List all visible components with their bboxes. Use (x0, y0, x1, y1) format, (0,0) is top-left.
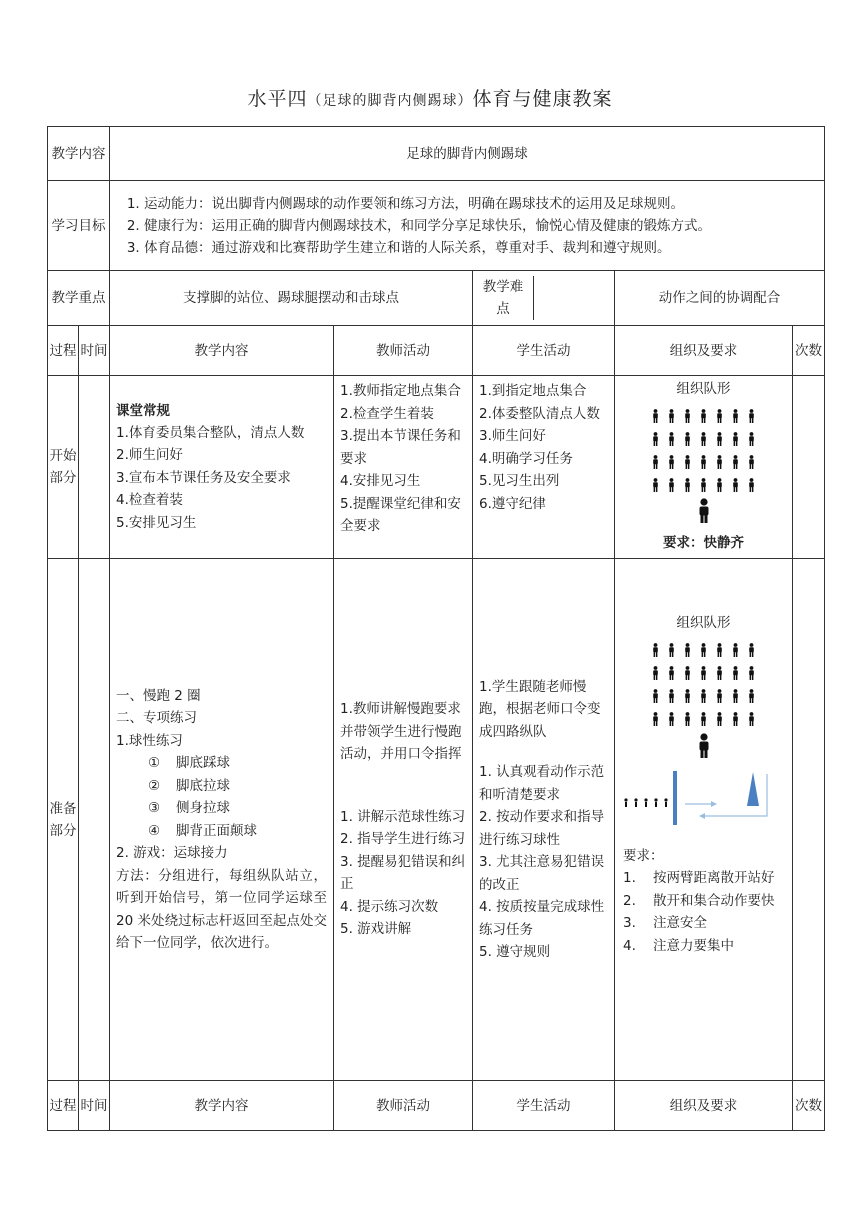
start-content-item: 5.安排见习生 (116, 514, 197, 531)
formation-row (615, 473, 792, 496)
prep-student-list (479, 761, 608, 964)
header2-count: 次数 (793, 1081, 825, 1131)
return-arrow-head (699, 813, 705, 819)
prep-student-item: 5. 遵守规则 (479, 944, 551, 960)
student-figure-icon (652, 432, 659, 446)
prep-sub-text: 脚背正面颠球 (176, 822, 257, 839)
key-value: 支撑脚的站位、踢球腿摆动和击球点 (110, 271, 473, 326)
forward-arrow-head (711, 801, 717, 807)
formation-row (615, 427, 792, 450)
student-figure-icon (700, 666, 707, 680)
student-figure-icon (732, 712, 739, 726)
header2-student: 学生活动 (473, 1081, 615, 1131)
title-prefix: 水平四 (247, 88, 308, 110)
relay-diagram (623, 768, 784, 837)
start-student-item: 6.遵守纪律 (479, 495, 546, 512)
prep-sub-text: 侧身拉球 (176, 800, 230, 816)
relay-student (634, 798, 637, 807)
start-count (793, 376, 825, 559)
student-figure-icon (652, 712, 659, 726)
prep-sub-num: ② (148, 777, 161, 794)
formation-row (623, 638, 784, 661)
header2-content: 教学内容 (110, 1081, 334, 1131)
teacher-figure-icon (697, 498, 711, 524)
student-figure-icon (700, 689, 707, 703)
prep-student-item: 4. 按质按量完成球性练习任务 (479, 899, 605, 938)
header2-time: 时间 (79, 1081, 110, 1131)
start-org (615, 376, 793, 559)
student-figure-icon (684, 666, 691, 680)
student-figure-icon (748, 712, 755, 726)
student-figure-icon (700, 712, 707, 726)
prep-teacher-item: 5. 游戏讲解 (340, 921, 412, 938)
student-figure-icon (684, 478, 691, 492)
prep-sub-items (116, 752, 327, 842)
header-org: 组织及要求 (615, 326, 793, 376)
page-title (0, 84, 860, 111)
difficulty-cell (473, 271, 615, 326)
difficulty-spacer (533, 276, 614, 320)
start-time (79, 376, 110, 559)
prep-sub-text: 脚底踩球 (176, 755, 230, 771)
difficulty-value: 动作之间的协调配合 (615, 271, 825, 326)
lesson-plan-table (47, 126, 825, 1131)
start-line-bar (673, 771, 677, 825)
prep-time (79, 559, 110, 1081)
start-org-requirement: 要求：快静齐 (663, 535, 744, 551)
student-figure-icon (684, 712, 691, 726)
header2-process: 过程 (48, 1081, 79, 1131)
prep-requirements (623, 867, 784, 957)
prep-teacher-item: 3. 提醒易犯错误和纠正 (340, 853, 466, 893)
start-student-list (479, 380, 608, 515)
header-student: 学生活动 (473, 326, 615, 376)
start-content-list (116, 422, 327, 535)
prep-teacher-figure (623, 730, 784, 762)
start-content-item: 1.体育委员集合整队，清点人数 (116, 424, 305, 441)
prep-student-item: 1. 认真观看动作示范和听清楚要求 (479, 764, 605, 803)
prep-teacher (334, 559, 473, 1081)
student-figure-icon (668, 712, 675, 726)
start-content-item: 2.师生问好 (116, 447, 183, 464)
prep-teacher-item: 1. 讲解示范球性练习 (340, 808, 466, 825)
prep-requirement-num: 4. (623, 937, 636, 954)
prep-student-item: 2. 按动作要求和指导进行练习球性 (479, 809, 605, 848)
goals-list (110, 193, 824, 259)
student-figure-icon (716, 689, 723, 703)
prep-sub-item (116, 820, 327, 843)
prep-sub-item (116, 775, 327, 798)
key-row (48, 271, 825, 326)
formation-row (615, 450, 792, 473)
prep-teacher-item: 2. 指导学生进行练习 (340, 831, 466, 848)
prep-content-line: 一、慢跑 2 圈 (116, 687, 201, 704)
start-student-item: 1.到指定地点集合 (479, 383, 587, 399)
prep-content (110, 559, 334, 1081)
student-figure-icon (732, 643, 739, 657)
content-row (48, 127, 825, 181)
student-figure-icon (716, 666, 723, 680)
prep-sub-item (116, 752, 327, 775)
student-figure-icon (652, 478, 659, 492)
start-student-item: 2.体委整队清点人数 (479, 405, 600, 422)
student-figure-icon (700, 432, 707, 446)
prep-formation (623, 638, 784, 730)
student-figure-icon (668, 643, 675, 657)
prep-student-item: 3. 尤其注意易犯错误的改正 (479, 854, 605, 893)
header-time: 时间 (79, 326, 110, 376)
prep-phase: 准备部分 (48, 559, 79, 1081)
prep-requirement-text: 注意安全 (653, 915, 707, 931)
prep-teacher-item: 4. 提示练习次数 (340, 898, 439, 915)
student-figure-icon (732, 478, 739, 492)
prep-requirement-num: 3. (623, 915, 636, 931)
prep-student (473, 559, 615, 1081)
header2-org: 组织及要求 (615, 1081, 793, 1131)
formation-row (623, 684, 784, 707)
header-content: 教学内容 (110, 326, 334, 376)
return-arrow-line (705, 774, 767, 816)
student-figure-icon (668, 455, 675, 469)
difficulty-label: 教学难点 (482, 279, 524, 317)
marker-pole-icon (747, 772, 759, 806)
start-teacher (334, 376, 473, 559)
prep-requirement-item (623, 867, 784, 890)
header2-teacher: 教师活动 (334, 1081, 473, 1131)
student-figure-icon (732, 689, 739, 703)
header-row-1 (48, 326, 825, 376)
start-row (48, 376, 825, 559)
header-process: 过程 (48, 326, 79, 376)
student-figure-icon (652, 409, 659, 423)
header-teacher: 教师活动 (334, 326, 473, 376)
teacher-figure-icon (697, 733, 711, 759)
prep-content-lines (116, 685, 327, 753)
prep-org (615, 559, 793, 1081)
prep-content-line: 1.球性练习 (116, 732, 183, 749)
prep-requirement-item (623, 890, 784, 913)
key-label: 教学重点 (48, 271, 110, 326)
student-figure-icon (700, 643, 707, 657)
student-figure-icon (668, 689, 675, 703)
student-figure-icon (732, 409, 739, 423)
student-figure-icon (716, 455, 723, 469)
start-content-title: 课堂常规 (116, 402, 170, 419)
start-teacher-item: 3.提出本节课任务和要求 (340, 428, 461, 467)
start-student-item: 3.师生问好 (479, 428, 546, 444)
student-figure-icon (668, 432, 675, 446)
student-figure-icon (684, 643, 691, 657)
start-content-item: 4.检查着装 (116, 492, 183, 509)
relay-student (624, 798, 627, 807)
relay-student (654, 798, 657, 807)
student-figure-icon (748, 432, 755, 446)
prep-sub-num: ④ (148, 822, 161, 839)
student-figure-icon (700, 409, 707, 423)
goals-row (48, 181, 825, 271)
relay-students (624, 798, 667, 807)
prep-teacher-intro: 1.教师讲解慢跑要求并带领学生进行慢跑活动，并用口令指挥 (340, 701, 462, 763)
header-row-2 (48, 1081, 825, 1131)
student-figure-icon (668, 666, 675, 680)
prep-teacher-list (340, 806, 466, 941)
student-figure-icon (668, 409, 675, 423)
relay-student (664, 798, 667, 807)
start-content-item: 3.宣布本节课任务及安全要求 (116, 469, 291, 486)
student-figure-icon (716, 432, 723, 446)
student-figure-icon (716, 643, 723, 657)
student-figure-icon (684, 432, 691, 446)
relay-student (644, 798, 647, 807)
student-figure-icon (716, 409, 723, 423)
student-figure-icon (684, 689, 691, 703)
relay-diagram-svg (623, 768, 783, 830)
student-figure-icon (716, 478, 723, 492)
content-value: 足球的脚背内侧踢球 (110, 127, 825, 181)
goal-item: 3. 体育品德：通过游戏和比赛帮助学生建立和谐的人际关系，尊重对手、裁判和遵守规则。 (144, 237, 824, 259)
prep-requirement-text: 散开和集合动作要快 (653, 892, 775, 909)
prep-requirement-num: 2. (623, 892, 636, 909)
prep-sub-num: ③ (148, 800, 161, 816)
student-figure-icon (716, 712, 723, 726)
start-teacher-item: 5.提醒课堂纪律和安全要求 (340, 495, 461, 534)
start-student-item: 5.见习生出列 (479, 473, 560, 489)
prep-count (793, 559, 825, 1081)
start-student (473, 376, 615, 559)
student-figure-icon (652, 666, 659, 680)
student-figure-icon (668, 478, 675, 492)
goals-label: 学习目标 (48, 181, 110, 271)
student-figure-icon (748, 409, 755, 423)
start-student-item: 4.明确学习任务 (479, 450, 573, 467)
start-teacher-item: 4.安排见习生 (340, 473, 421, 489)
student-figure-icon (652, 643, 659, 657)
student-figure-icon (732, 455, 739, 469)
prep-requirement-item (623, 935, 784, 958)
header-count: 次数 (793, 326, 825, 376)
student-figure-icon (732, 432, 739, 446)
student-figure-icon (652, 455, 659, 469)
prep-req-label: 要求： (623, 848, 664, 864)
prep-content-line: 二、专项练习 (116, 710, 197, 726)
prep-requirement-num: 1. (623, 870, 636, 886)
formation-row (623, 661, 784, 684)
goal-item: 1. 运动能力：说出脚背内侧踢球的动作要领和练习方法，明确在踢球技术的运用及足球规则。 (144, 193, 824, 215)
start-teacher-item: 1.教师指定地点集合 (340, 383, 461, 399)
start-content (110, 376, 334, 559)
student-figure-icon (700, 455, 707, 469)
prep-game-desc: 方法：分组进行，每组纵队站立，听到开始信号，第一位同学运球至 20 米处绕过标志杆返回至起点处交给下一位同学，依次进行。 (116, 867, 327, 951)
start-teacher-figure (615, 496, 792, 526)
goals-cell (110, 181, 825, 271)
prep-student-intro: 1.学生跟随老师慢跑，根据老师口令变成四路纵队 (479, 678, 601, 740)
content-label: 教学内容 (48, 127, 110, 181)
student-figure-icon (748, 478, 755, 492)
prep-sub-text: 脚底拉球 (176, 777, 230, 794)
prep-requirement-text: 注意力要集中 (653, 937, 734, 954)
student-figure-icon (748, 666, 755, 680)
student-figure-icon (652, 689, 659, 703)
student-figure-icon (748, 455, 755, 469)
student-figure-icon (684, 455, 691, 469)
student-figure-icon (748, 643, 755, 657)
title-suffix: 体育与健康教案 (472, 88, 613, 110)
student-figure-icon (684, 409, 691, 423)
formation-row (623, 707, 784, 730)
start-org-title: 组织队形 (676, 381, 731, 397)
formation-row (615, 404, 792, 427)
prep-game-line: 2. 游戏：运球接力 (116, 845, 228, 861)
title-small: （足球的脚背内侧踢球） (307, 93, 473, 109)
prep-org-title: 组织队形 (676, 615, 731, 631)
start-teacher-item: 2.检查学生着装 (340, 405, 434, 422)
start-teacher-list (340, 380, 466, 538)
prep-requirement-text: 按两臂距离散开站好 (653, 870, 775, 886)
prep-sub-item (116, 797, 327, 820)
start-phase: 开始部分 (48, 376, 79, 559)
start-formation (615, 404, 792, 496)
prep-sub-num: ① (148, 755, 161, 771)
student-figure-icon (700, 478, 707, 492)
goal-item: 2. 健康行为：运用正确的脚背内侧踢球技术，和同学分享足球快乐，愉悦心情及健康的锻炼方式。 (144, 215, 824, 237)
student-figure-icon (732, 666, 739, 680)
prep-requirement-item (623, 912, 784, 935)
student-figure-icon (748, 689, 755, 703)
prep-row (48, 559, 825, 1081)
